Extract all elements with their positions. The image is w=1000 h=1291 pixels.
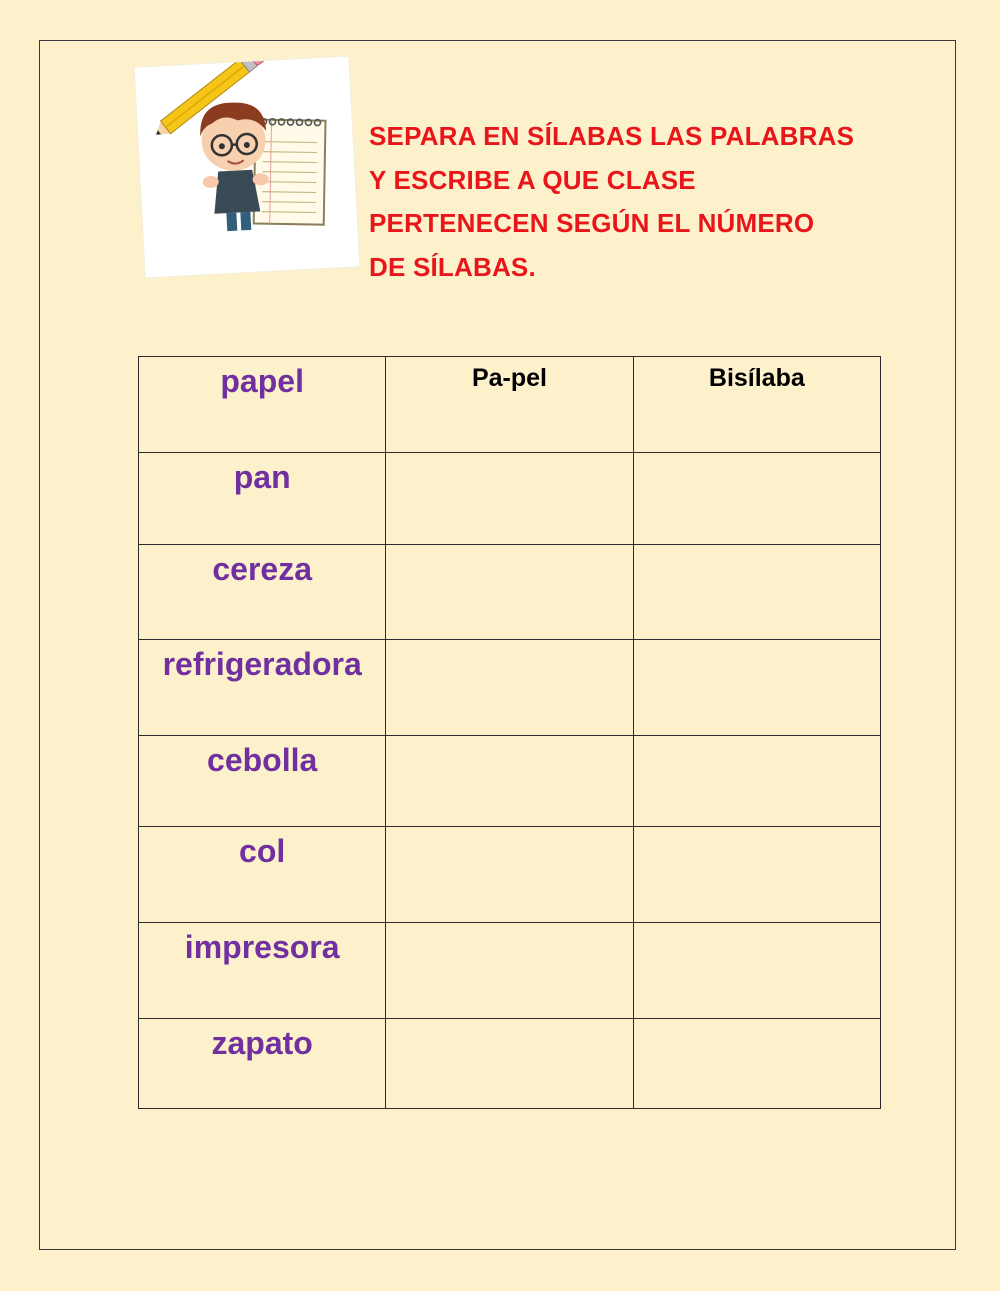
word-cell: [139, 357, 386, 453]
instructions-line-2: Y ESCRIBE A QUE CLASE: [369, 164, 696, 195]
syllables-answer: [386, 923, 632, 930]
classification-answer: [634, 545, 880, 552]
classification-answer: Bisílaba: [708, 364, 805, 392]
classification-cell[interactable]: [633, 453, 880, 545]
classification-answer: [634, 736, 880, 743]
syllables-cell[interactable]: [386, 453, 633, 545]
classification-answer: [634, 923, 880, 930]
syllables-answer: [386, 827, 632, 834]
word-cell: [139, 923, 386, 1019]
table-row: [139, 545, 881, 640]
syllables-cell[interactable]: [386, 736, 633, 827]
classification-cell[interactable]: [633, 923, 880, 1019]
word-label: pan: [233, 459, 291, 495]
instructions-line-1: SEPARA EN SÍLABAS LAS PALABRAS: [369, 121, 855, 151]
classification-cell[interactable]: [633, 545, 880, 640]
word-label: refrigeradora: [162, 646, 362, 682]
classification-answer: [634, 1019, 880, 1026]
table-row: [139, 1019, 881, 1109]
table-row: [139, 357, 881, 453]
word-cell: [139, 827, 386, 923]
table-row: [139, 640, 881, 736]
syllables-cell[interactable]: [386, 1019, 633, 1109]
syllables-cell[interactable]: [386, 545, 633, 640]
classification-cell[interactable]: [633, 640, 880, 736]
syllables-cell[interactable]: [386, 357, 633, 453]
classification-answer: [634, 827, 880, 834]
syllables-answer: [386, 640, 632, 647]
syllables-cell[interactable]: [386, 923, 633, 1019]
table-row: [139, 736, 881, 827]
table-row: [139, 923, 881, 1019]
word-cell: [139, 640, 386, 736]
syllables-answer: [386, 1019, 632, 1026]
syllables-answer: [386, 545, 632, 552]
classification-cell[interactable]: [633, 357, 880, 453]
classification-answer: [634, 640, 880, 647]
classification-cell[interactable]: [633, 827, 880, 923]
word-label: papel: [220, 363, 304, 399]
classification-answer: [634, 453, 880, 460]
syllables-cell[interactable]: [386, 827, 633, 923]
syllables-cell[interactable]: [386, 640, 633, 736]
syllables-answer: Pa-pel: [471, 364, 547, 392]
classification-cell[interactable]: [633, 1019, 880, 1109]
instructions-line-3: PERTENECEN SEGÚN EL NÚMERO: [369, 208, 815, 238]
word-label: cebolla: [207, 742, 318, 778]
word-label: col: [239, 833, 286, 869]
word-label: cereza: [212, 551, 312, 587]
classification-cell[interactable]: [633, 736, 880, 827]
instructions-line-4: DE SÍLABAS.: [369, 251, 536, 282]
syllable-table: [138, 356, 881, 1109]
syllables-answer: [386, 453, 632, 460]
instructions-text: [369, 115, 889, 289]
word-cell: [139, 545, 386, 640]
word-cell: [139, 1019, 386, 1109]
table-row: [139, 827, 881, 923]
boy-with-pencil-and-notepad-icon: [135, 57, 360, 278]
syllables-answer: [386, 736, 632, 743]
word-cell: [139, 736, 386, 827]
word-label: zapato: [211, 1025, 313, 1061]
word-cell: [139, 453, 386, 545]
word-label: impresora: [184, 929, 340, 965]
table-row: [139, 453, 881, 545]
